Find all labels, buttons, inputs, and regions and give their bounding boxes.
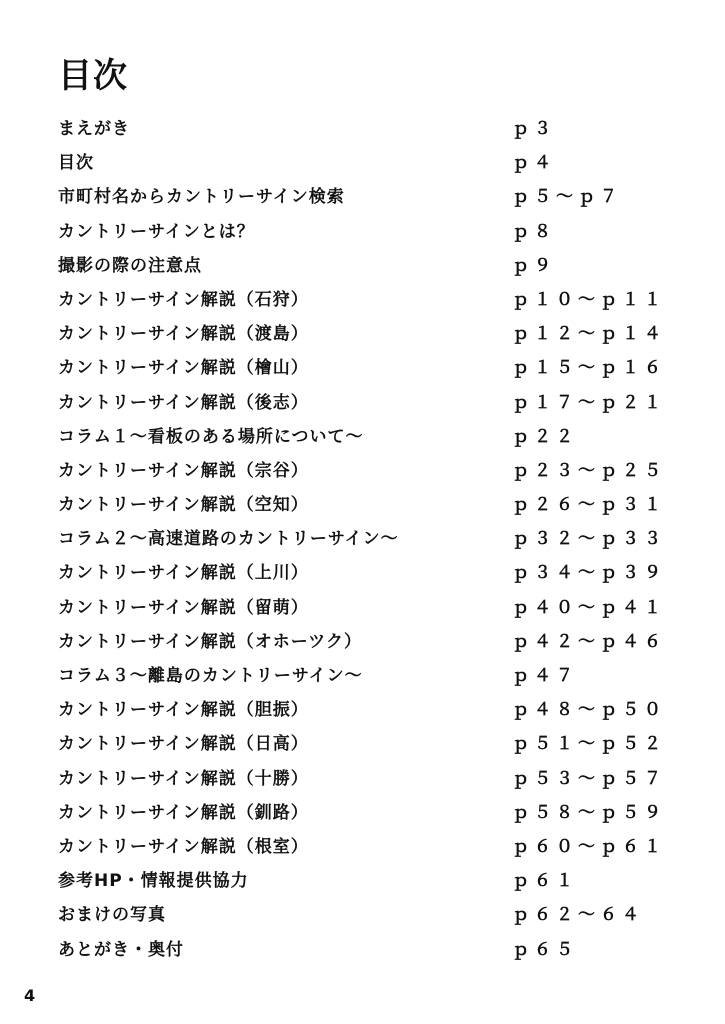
toc-entry-pages: ｐ４８～ｐ５０ xyxy=(512,700,666,721)
toc-entry xyxy=(58,898,658,932)
toc-entry-pages: ｐ６２～６４ xyxy=(512,905,644,926)
toc-entry xyxy=(58,933,658,967)
toc-entry-title: カントリーサイン解説（渡島） xyxy=(58,324,309,345)
toc-entry-title: 撮影の際の注意点 xyxy=(58,255,202,276)
toc-entry xyxy=(58,591,666,625)
toc-entry xyxy=(58,249,658,283)
toc-entry-title: カントリーサイン解説（胆振） xyxy=(58,700,309,721)
toc-entry-title: カントリーサイン解説（根室） xyxy=(58,836,309,857)
toc-entry xyxy=(58,727,666,761)
toc-entry-title: カントリーサイン解説（日高） xyxy=(58,734,309,755)
toc-entry xyxy=(58,693,666,727)
toc-entry-pages: ｐ２２ xyxy=(512,426,578,447)
toc-entry-pages: ｐ５８～ｐ５９ xyxy=(512,802,666,823)
toc-entry-pages: ｐ６５ xyxy=(512,939,578,960)
toc-entry-title: カントリーサイン解説（宗谷） xyxy=(58,460,309,481)
toc-entry xyxy=(58,317,666,351)
toc-entry-title: カントリーサイン解説（石狩） xyxy=(58,289,309,310)
toc-entry xyxy=(58,112,658,146)
toc-entry xyxy=(58,488,666,522)
toc-entry-title: カントリーサイン解説（釧路） xyxy=(58,802,309,823)
toc-entry-pages: ｐ５～ｐ７ xyxy=(512,187,622,208)
toc-entry-title: カントリーサイン解説（上川） xyxy=(58,563,309,584)
toc-entry-pages: ｐ６０～ｐ６１ xyxy=(512,836,666,857)
toc-entry xyxy=(58,180,658,214)
toc-entry-pages: ｐ６１ xyxy=(512,871,578,892)
toc-entry xyxy=(58,386,666,420)
toc-entry xyxy=(58,522,666,556)
toc-entry-title: おまけの写真 xyxy=(58,905,166,926)
toc-entry-title: 目次 xyxy=(58,153,94,174)
toc-entry-title: 市町村名からカントリーサイン検索 xyxy=(58,187,345,208)
toc-entry xyxy=(58,420,658,454)
toc-entry-pages: ｐ１５～ｐ１６ xyxy=(512,358,666,379)
toc-entry-title: カントリーサイン解説（檜山） xyxy=(58,358,309,379)
toc-entry-pages: ｐ２６～ｐ３１ xyxy=(512,495,666,516)
toc-entry-pages: ｐ９ xyxy=(512,255,556,276)
page-title: 目次 xyxy=(58,56,128,96)
toc-entry-pages: ｐ４２～ｐ４６ xyxy=(512,631,666,652)
page-number: 4 xyxy=(24,986,36,1005)
toc-entry-title: カントリーサイン解説（後志） xyxy=(58,392,309,413)
toc-entry xyxy=(58,283,666,317)
toc-entry xyxy=(58,454,666,488)
toc-entry-pages: ｐ１０～ｐ１１ xyxy=(512,289,666,310)
toc-entry-pages: ｐ１７～ｐ２１ xyxy=(512,392,666,413)
toc-entry-title: カントリーサイン解説（空知） xyxy=(58,495,309,516)
toc-entry xyxy=(58,864,658,898)
toc-entry-title: コラム３～離島のカントリーサイン～ xyxy=(58,666,363,686)
toc-entry xyxy=(58,659,658,693)
toc-entry xyxy=(58,796,666,830)
toc-entry-pages: ｐ４７ xyxy=(512,666,578,686)
toc-entry xyxy=(58,351,666,385)
toc-entry-pages: ｐ３２～ｐ３３ xyxy=(512,529,666,550)
toc-entry xyxy=(58,556,666,590)
toc-entry-pages: ｐ５３～ｐ５７ xyxy=(512,768,666,789)
toc-entry-title: あとがき・奥付 xyxy=(58,939,184,960)
toc-entry xyxy=(58,215,658,249)
toc-entry-title: 参考HP・情報提供協力 xyxy=(58,871,249,892)
toc-entry-title: コラム１～看板のある場所について～ xyxy=(58,426,364,447)
toc-entry-pages: ｐ５１～ｐ５２ xyxy=(512,734,666,755)
toc-entry-pages: ｐ３４～ｐ３９ xyxy=(512,563,666,584)
toc-entry-title: カントリーサイン解説（オホーツク） xyxy=(58,631,362,652)
toc-entry-pages: ｐ２３～ｐ２５ xyxy=(512,460,666,481)
toc-entry-pages: ｐ３ xyxy=(512,119,556,139)
toc-entry xyxy=(58,625,666,659)
toc-entry-title: コラム２～高速道路のカントリーサイン～ xyxy=(58,529,399,550)
toc-entry-title: まえがき xyxy=(58,119,130,139)
toc-entry-pages: ｐ１２～ｐ１４ xyxy=(512,324,666,345)
toc-entry xyxy=(58,830,666,864)
toc-entry-title: カントリーサインとは？ xyxy=(58,221,255,242)
toc-entry xyxy=(58,146,658,180)
toc-entry-pages: ｐ４０～ｐ４１ xyxy=(512,597,666,618)
table-of-contents xyxy=(58,112,666,967)
toc-entry-pages: ｐ４ xyxy=(512,153,556,174)
toc-entry-pages: ｐ８ xyxy=(512,221,556,242)
toc-entry xyxy=(58,762,666,796)
toc-entry-title: カントリーサイン解説（十勝） xyxy=(58,768,309,789)
toc-entry-title: カントリーサイン解説（留萌） xyxy=(58,597,309,618)
